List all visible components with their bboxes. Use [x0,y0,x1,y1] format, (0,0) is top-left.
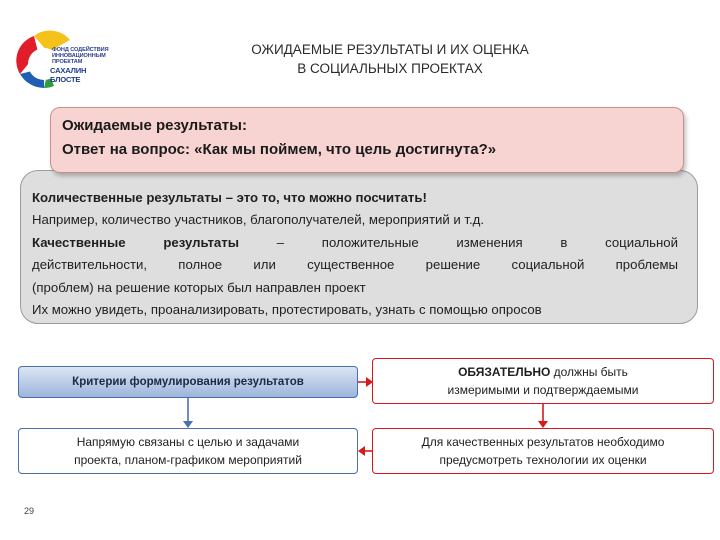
qualitative-methods: Их можно увидеть, проанализировать, протестировать, узнать с помощью опросов [32,302,542,318]
linkage-line1: Напрямую связаны с целью и задачами [76,435,300,449]
linkage-box [18,428,358,474]
qualitative-note-box [372,428,714,474]
logo [14,28,110,90]
criteria-box [18,366,358,398]
explanation-text [32,187,678,321]
qualitative-definition-end: (проблем) на решение которых был направлен проект [32,279,366,295]
title-line1: ОЖИДАЕМЫЕ РЕЗУЛЬТАТЫ И ИХ ОЦЕНКА [251,42,529,57]
question-line: Ответ на вопрос: «Как мы поймем, что цель достигнута?» [62,141,497,158]
qualitative-definition-line [32,232,678,254]
qualitative-definition-cont: действительности, полное или существенное решение социальной проблемы [32,257,678,273]
question-text [62,114,682,162]
page-title [170,40,610,78]
requirement-line2: измеримыми и подтверждаемыми [447,383,639,397]
requirement-emphasis: ОБЯЗАТЕЛЬНО [458,365,551,379]
requirement-rest: должны быть [550,365,628,379]
title-line2: В СОЦИАЛЬНЫХ ПРОЕКТАХ [297,61,483,76]
page-number: 29 [24,506,35,516]
qualitative-note-line2: предусмотреть технологии их оценки [439,453,647,467]
logo-name: САХАЛИН БЛОСТЕ [50,66,87,84]
logo-tagline [52,47,110,66]
arrow-left-icon [358,446,365,456]
requirement-line1 [373,363,713,381]
question-heading: Ожидаемые результаты: [62,117,247,134]
requirement-box [372,358,714,404]
word: изменения [456,234,523,250]
word: – [276,234,285,250]
qualitative-note-line1: Для качественных результатов необходимо [421,435,665,449]
word: результаты [163,234,239,250]
arrow-down-blue-icon [183,421,193,428]
criteria-label: Критерии формулирования результатов [72,376,304,388]
logo-tagline-line2: ИННОВАЦИОННЫМ ПРОЕКТАМ [52,53,106,66]
word: в [560,234,568,250]
linkage-line2: проекта, планом-графиком мероприятий [74,453,302,467]
quantitative-example: Например, количество участников, благополучателей, мероприятий и т.д. [32,212,485,228]
word: социальной [605,234,678,250]
quantitative-definition: Количественные результаты – это то, что можно посчитать! [32,190,427,205]
word: Качественные [32,234,126,250]
logo-tagline-line1: ФОНД СОДЕЙСТВИЯ [52,47,109,53]
arrow-down-icon [538,421,548,428]
word: положительные [321,234,419,250]
